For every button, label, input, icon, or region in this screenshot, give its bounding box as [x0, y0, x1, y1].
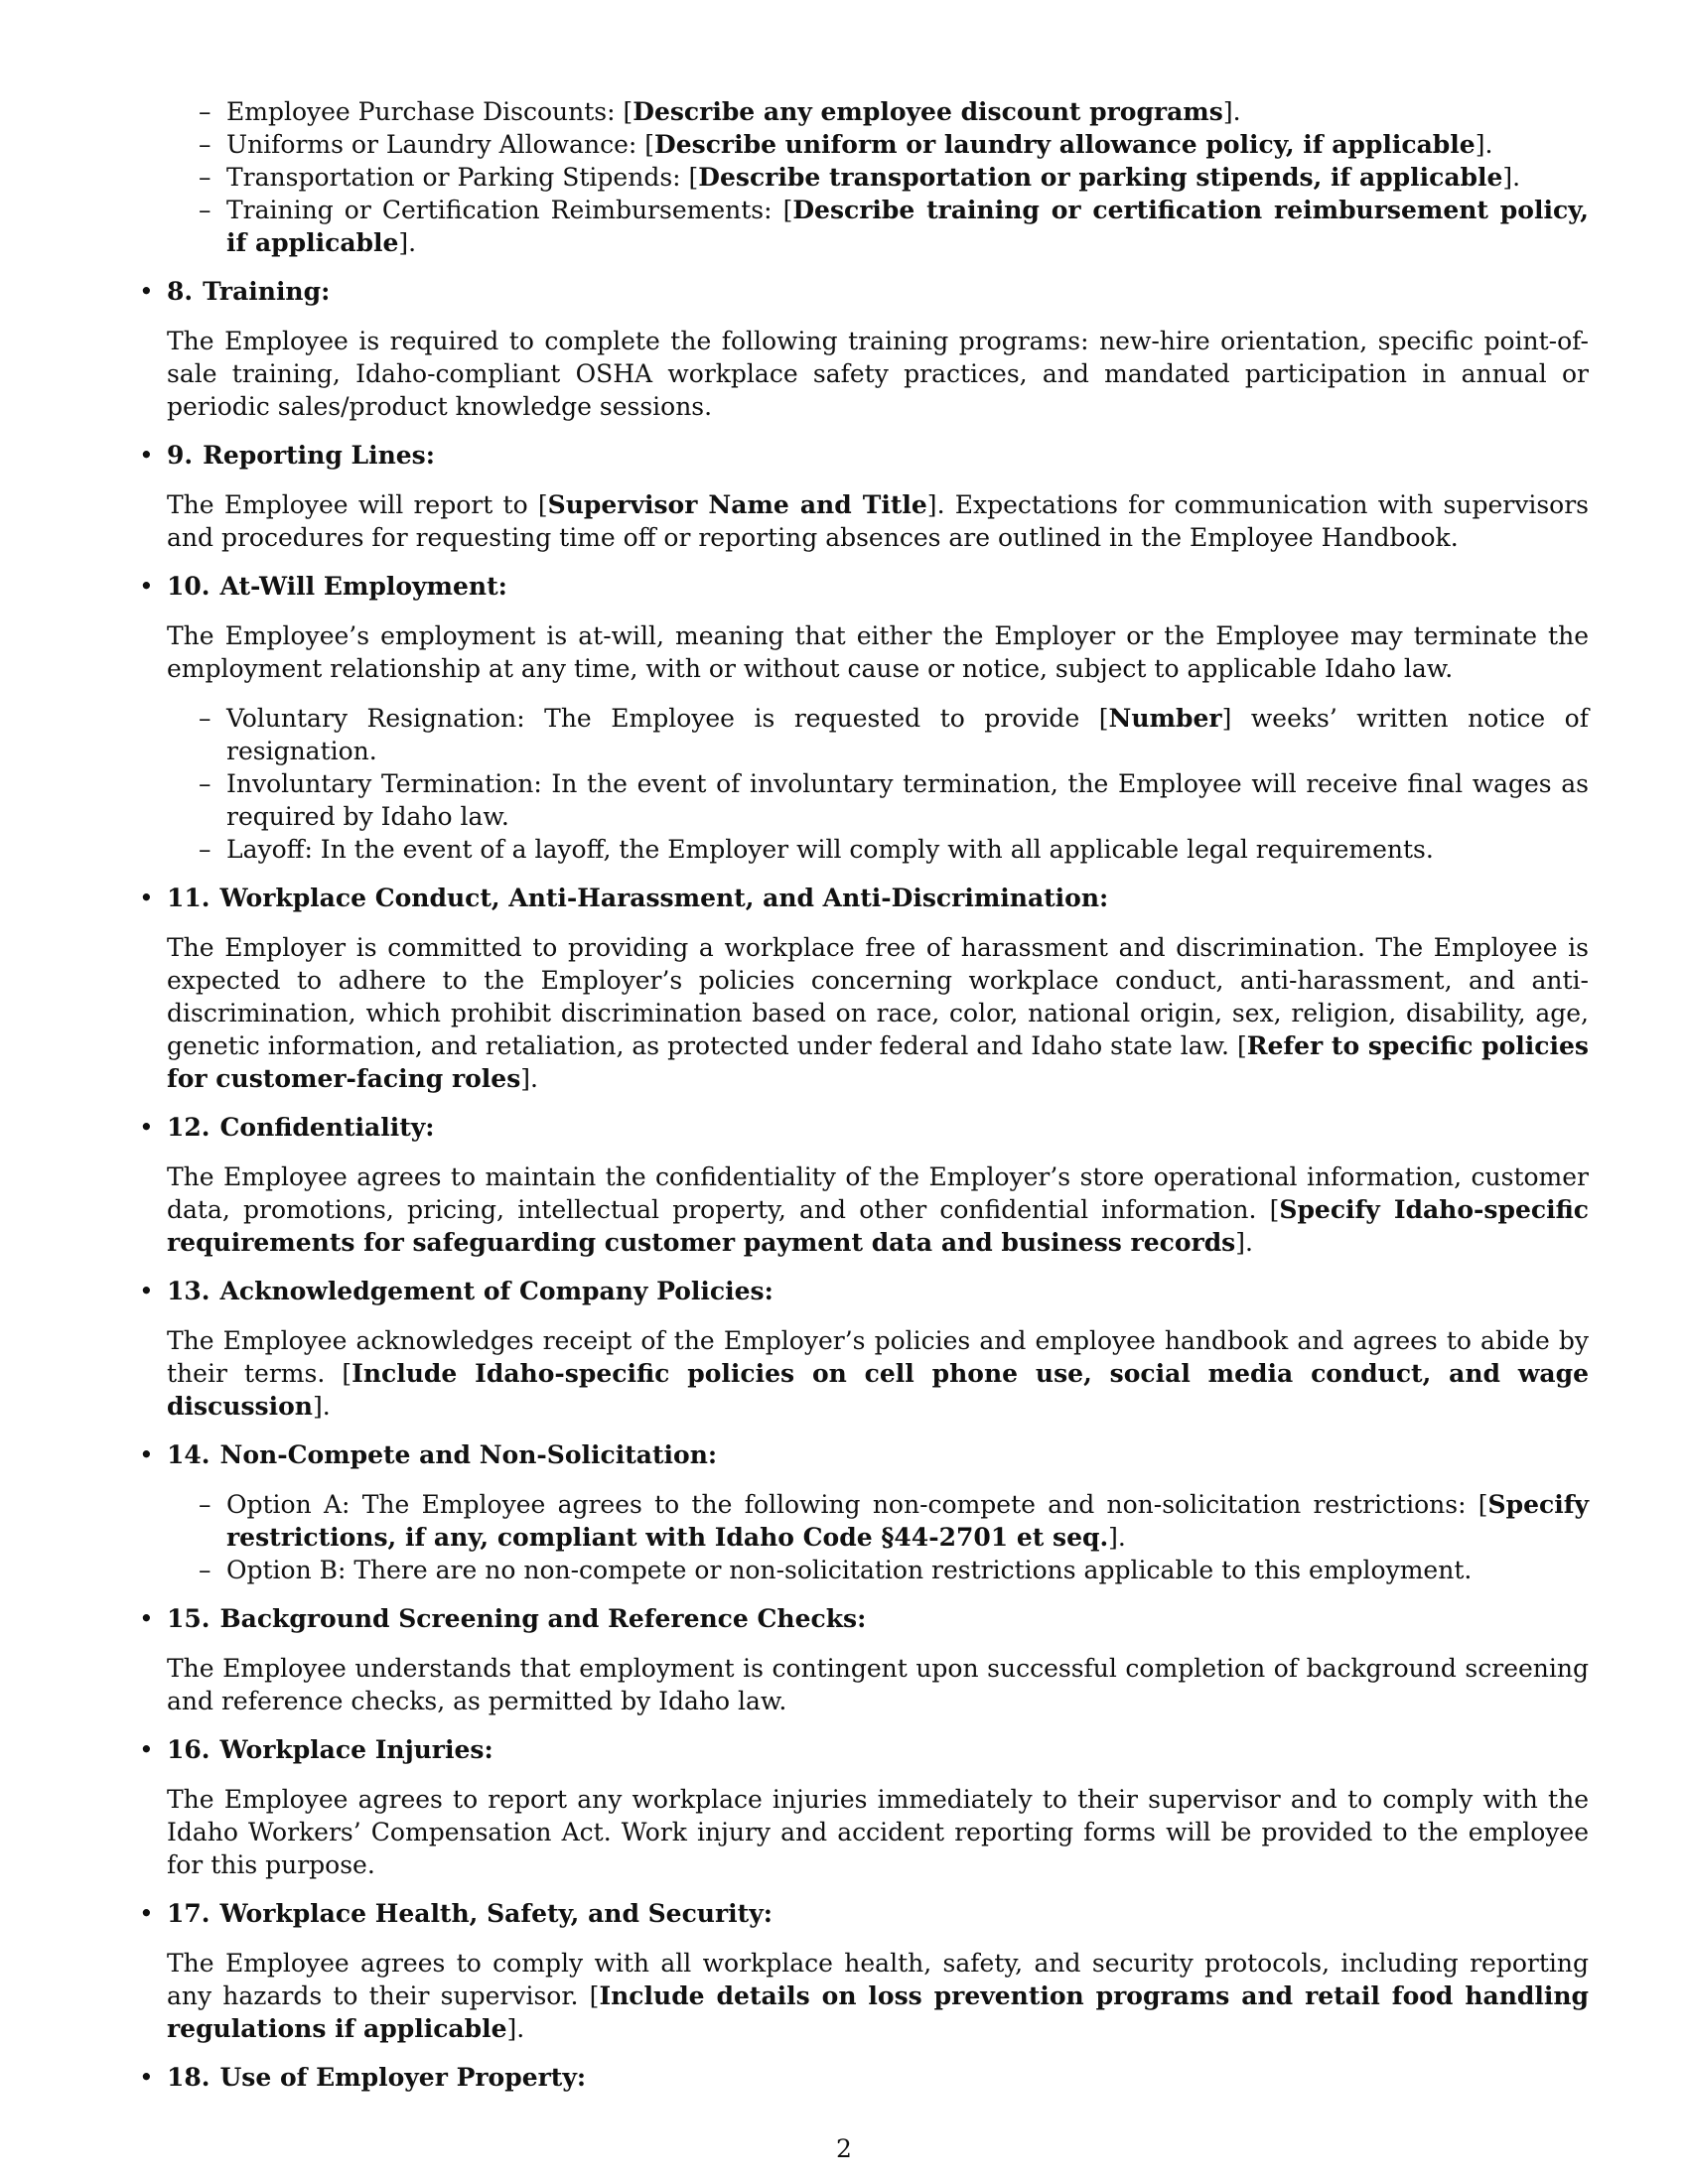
section-10-at-will: • 10. At-Will Employment: The Employee’s employment is at-will, meaning that either the Employer or the Employee may terminate the employment relationship at any time, with or without cause or notice, subject to applicable Idaho law. – Voluntary Resignation: The Employee is requested to provide [Number] weeks’ written notice of resignation. – Involuntary Termination: In the event of involuntary termination, the Employee will receive final wages as required by Idaho law. – Layoff: In the event of a layoff, the Employer will comply with all applicable legal requirements. [139, 572, 1589, 864]
page-number: 2 [836, 2134, 852, 2163]
list-item: – Option A: The Employee agrees to the following non-compete and non-solicitation restrictions: [Specify restrictions, if any, compliant with Idaho Code §44-2701 et seq.]. [199, 1490, 1589, 1552]
section-body: The Employee will report to [Supervisor Name and Title]. Expectations for communication with supervisors and procedures for requesting time off or reporting absences are outlined in the Employee Handbook. [167, 490, 1589, 552]
section-heading: 15. Background Screening and Reference Checks: [167, 1604, 867, 1633]
section-14-non-compete: • 14. Non-Compete and Non-Solicitation: – Option A: The Employee agrees to the following non-compete and non-solicitation restrictions: [Specify restrictions, if any, compliant with Idaho Code §44-2701 et seq.]. – Option B: There are no non-compete or non-solicitation restrictions applicable to this employment. [139, 1440, 1589, 1584]
section-body: The Employee acknowledges receipt of the Employer’s policies and employee handbook and agrees to abide by their terms. [Include Idaho-specific policies on cell phone use, social media conduct, and wage discussion]. [167, 1326, 1589, 1421]
section-13-policies: • 13. Acknowledgement of Company Policies: The Employee acknowledges receipt of the Employer’s policies and employee handbook and agrees to abide by their terms. [Include Idaho-specific policies on cell phone use, social media conduct, and wage discussion]. [139, 1277, 1589, 1421]
section-16-injuries: • 16. Workplace Injuries: The Employee agrees to report any workplace injuries immediately to their supervisor and to comply with the Idaho Workers’ Compensation Act. Work injury and accident reporting forms will be provided to the employee for this purpose. [139, 1735, 1589, 1879]
section-17-safety: • 17. Workplace Health, Safety, and Security: The Employee agrees to comply with all workplace health, safety, and security protocols, including reporting any hazards to their supervisor. [Include details on loss prevention programs and retail food handling regulations if applicable]. [139, 1899, 1590, 2043]
document-page [139, 95, 1590, 2094]
section-8-training: • 8. Training: The Employee is required to complete the following training programs: new-hire orientation, specific point-of-sale training, Idaho-compliant OSHA workplace safety practices, and mandated participation in annual or periodic sales/product knowledge sessions. [139, 277, 1589, 421]
section-body: The Employee agrees to maintain the confidentiality of the Employer’s store operational information, customer data, promotions, pricing, intellectual property, and other confidential information. [Specify Idaho-specific requirements for safeguarding customer payment data and business records]. [167, 1162, 1589, 1257]
section-body: The Employee understands that employment is contingent upon successful completion of background screening and reference checks, as permitted by Idaho law. [167, 1654, 1589, 1715]
section-body: The Employer is committed to providing a workplace free of harassment and discrimination. The Employee is expected to adhere to the Employer’s policies concerning workplace conduct, anti-harassment, and anti-discrimination, which prohibit discrimination based on race, color, national origin, sex, religion, disability, age, genetic information, and retaliation, as protected under federal and Idaho state law. [Refer to specific policies for customer-facing roles]. [167, 933, 1589, 1093]
list-item: – Employee Purchase Discounts: [Describe any employee discount programs]. [199, 97, 1241, 126]
section-body: The Employee is required to complete the following training programs: new-hire orientation, specific point-of-sale training, Idaho-compliant OSHA workplace safety practices, and mandated participation in annual or periodic sales/product knowledge sessions. [167, 327, 1589, 421]
list-item: – Involuntary Termination: In the event of involuntary termination, the Employee will receive final wages as required by Idaho law. [199, 769, 1589, 831]
benefits-sublist [167, 95, 1589, 259]
section-heading: 18. Use of Employer Property: [167, 2063, 587, 2092]
list-item: – Training or Certification Reimbursements: [Describe training or certification reimbursement policy, if applicable]. [199, 196, 1590, 257]
list-item: – Layoff: In the event of a layoff, the Employer will comply with all applicable legal requirements. [199, 835, 1434, 864]
termination-sublist [167, 702, 1589, 866]
section-heading: 17. Workplace Health, Safety, and Security: [167, 1899, 773, 1928]
section-heading: 9. Reporting Lines: [167, 441, 435, 470]
section-heading: 14. Non-Compete and Non-Solicitation: [167, 1440, 718, 1469]
section-9-reporting-lines: • 9. Reporting Lines: The Employee will report to [Supervisor Name and Title]. Expectations for communication with supervisors and procedures for requesting time off or reporting absences are outlined in the Employee Handbook. [139, 441, 1589, 552]
section-15-background: • 15. Background Screening and Reference Checks: The Employee understands that employment is contingent upon successful completion of background screening and reference checks, as permitted by Idaho law. [139, 1604, 1589, 1715]
list-item: – Voluntary Resignation: The Employee is requested to provide [Number] weeks’ written notice of resignation. [199, 704, 1589, 765]
section-heading: 16. Workplace Injuries: [167, 1735, 493, 1764]
section-11-conduct: • 11. Workplace Conduct, Anti-Harassment, and Anti-Discrimination: The Employer is committed to providing a workplace free of harassment and discrimination. The Employee is expected to adhere to the Employer’s policies concerning workplace conduct, anti-harassment, and anti-discrimination, which prohibit discrimination based on race, color, national origin, sex, religion, disability, age, genetic information, and retaliation, as protected under federal and Idaho state law. [Refer to specific policies for customer-facing roles]. [139, 884, 1589, 1093]
section-heading: 8. Training: [167, 277, 331, 306]
list-item: – Option B: There are no non-compete or non-solicitation restrictions applicable to this employment. [199, 1556, 1473, 1584]
section-heading: 13. Acknowledgement of Company Policies: [167, 1277, 774, 1305]
list-item: – Uniforms or Laundry Allowance: [Describe uniform or laundry allowance policy, if applicable]. [199, 130, 1493, 159]
section-body: The Employee agrees to report any workplace injuries immediately to their supervisor and to comply with the Idaho Workers’ Compensation Act. Work injury and accident reporting forms will be provided to the employee for this purpose. [167, 1785, 1589, 1879]
section-heading: 12. Confidentiality: [167, 1113, 435, 1142]
section-heading: 10. At-Will Employment: [167, 572, 507, 601]
list-item: – Transportation or Parking Stipends: [Describe transportation or parking stipends, if applicable]. [199, 163, 1521, 192]
section-18-property: • 18. Use of Employer Property: [167, 2061, 1589, 2094]
section-heading: 11. Workplace Conduct, Anti-Harassment, and Anti-Discrimination: [167, 884, 1109, 912]
options-sublist [167, 1488, 1589, 1586]
section-12-confidentiality: • 12. Confidentiality: The Employee agrees to maintain the confidentiality of the Employer’s store operational information, customer data, promotions, pricing, intellectual property, and other confidential information. [Specify Idaho-specific requirements for safeguarding customer payment data and business records]. [139, 1113, 1589, 1257]
section-body: The Employee agrees to comply with all workplace health, safety, and security protocols, including reporting any hazards to their supervisor. [Include details on loss prevention programs and retail food handling regulations if applicable]. [167, 1949, 1590, 2043]
section-body: The Employee’s employment is at-will, meaning that either the Employer or the Employee may terminate the employment relationship at any time, with or without cause or notice, subject to applicable Idaho law. [167, 621, 1589, 683]
